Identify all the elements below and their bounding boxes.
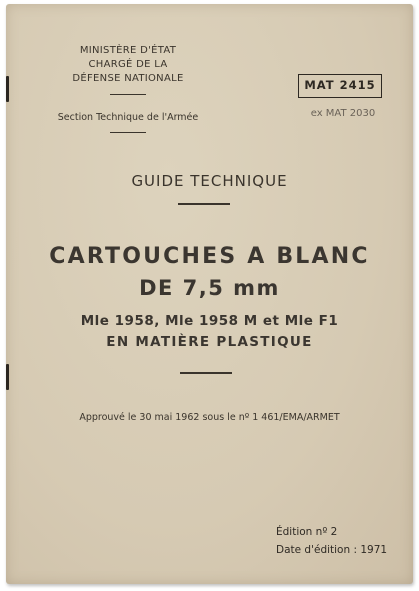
booklet-cover [6, 4, 413, 584]
section-text: Section Technique de l'Armée [57, 112, 199, 123]
document-title-line1: CARTOUCHES A BLANC [49, 244, 370, 269]
divider [110, 94, 146, 95]
guide-label: GUIDE TECHNIQUE [131, 172, 288, 190]
ministry-line: MINISTÈRE D'ÉTAT [79, 45, 177, 56]
ministry-line: CHARGÉ DE LA [88, 59, 168, 70]
divider [178, 203, 230, 205]
ministry-line: DÉFENSE NATIONALE [72, 73, 184, 84]
approval-text: Approuvé le 30 mai 1962 sous le nº 1 461/EMA/ARMET [79, 412, 340, 423]
previous-reference: ex MAT 2030 [310, 108, 376, 119]
reference-code-box: MAT 2415 [298, 74, 382, 98]
divider [110, 132, 146, 133]
edition-date: Date d'édition : 1971 [276, 544, 388, 556]
ministry-header [28, 44, 228, 95]
edition-info [276, 523, 387, 559]
document-title-line2: DE 7,5 mm [139, 276, 280, 300]
subtitle-line2: EN MATIÈRE PLASTIQUE [106, 334, 313, 350]
divider [180, 372, 232, 374]
section-label [28, 112, 228, 133]
binding-mark [6, 76, 9, 102]
edition-number: Édition nº 2 [276, 526, 338, 538]
subtitle-line1: Mle 1958, Mle 1958 M et Mle F1 [80, 313, 339, 329]
binding-mark [6, 364, 9, 390]
